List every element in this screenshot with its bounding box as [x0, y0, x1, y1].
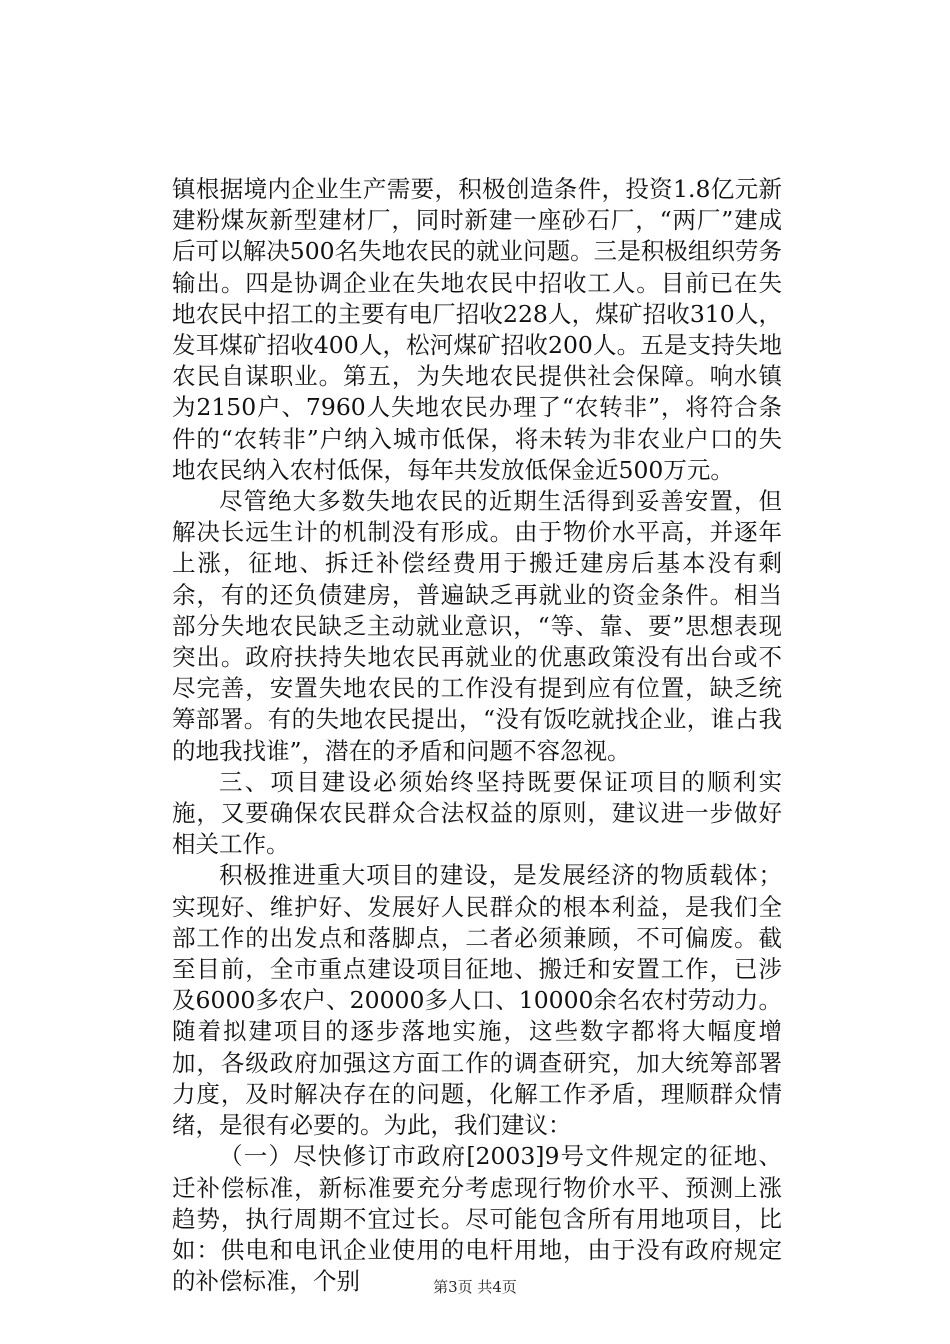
section-heading-three: 三、项目建设必须始终坚持既要保证项目的顺利实施，又要确保农民群众合法权益的原则，建议进一步做好相关工作。 — [172, 767, 782, 859]
paragraph-livelihood-issues: 尽管绝大多数失地农民的近期生活得到妥善安置，但解决长远生计的机制没有形成。由于物价水平高，并逐年上涨，征地、拆迁补偿经费用于搬迁建房后基本没有剩余，有的还负债建房，普遍缺乏再就业的资金条件。相当部分失地农民缺乏主动就业意识，“等、靠、要”思想表现突出。政府扶持失地农民再就业的优惠政策没有出台或不尽完善，安置失地农民的工作没有提到应有位置，缺乏统筹部署。有的失地农民提出，“没有饭吃就找企业，谁占我的地我找谁”，潜在的矛盾和问题不容忽视。 — [172, 487, 782, 765]
document-body — [172, 174, 782, 1297]
paragraph-continuation: 镇根据境内企业生产需要，积极创造条件，投资1.8亿元新建粉煤灰新型建材厂，同时新建一座砂石厂，“两厂”建成后可以解决500名失地农民的就业问题。三是积极组织劳务输出。四是协调企业在失地农民中招收工人。目前已在失地农民中招工的主要有电厂招收228人，煤矿招收310人，发耳煤矿招收400人，松河煤矿招收200人。五是支持失地农民自谋职业。第五，为失地农民提供社会保障。响水镇为2150户、7960人失地农民办理了“农转非”，将符合条件的“农转非”户纳入城市低保，将未转为非农业户口的失地农民纳入农村低保，每年共发放低保金近500万元。 — [172, 175, 782, 484]
page-footer: 第3页 共4页 — [433, 1278, 517, 1296]
paragraph-project-construction: 积极推进重大项目的建设，是发展经济的物质载体；实现好、维护好、发展好人民群众的根本利益，是我们全部工作的出发点和落脚点，二者必须兼顾，不可偏废。截至目前，全市重点建设项目征地、搬迁和安置工作，已涉及6000多农户、20000多人口、10000余名农村劳动力。随着拟建项目的逐步落地实施，这些数字都将大幅度增加，各级政府加强这方面工作的调查研究，加大统筹部署力度，及时解决存在的问题，化解工作矛盾，理顺群众情绪，是很有必要的。为此，我们建议： — [172, 861, 782, 1140]
paragraph-recommendation-one: （一）尽快修订市政府[2003]9号文件规定的征地、迁补偿标准，新标准要充分考虑现行物价水平、预测上涨趋势，执行周期不宜过长。尽可能包含所有用地项目，比如：供电和电讯企业使用的电杆用地，由于没有政府规定的补偿标准，个别 — [172, 1142, 782, 1296]
